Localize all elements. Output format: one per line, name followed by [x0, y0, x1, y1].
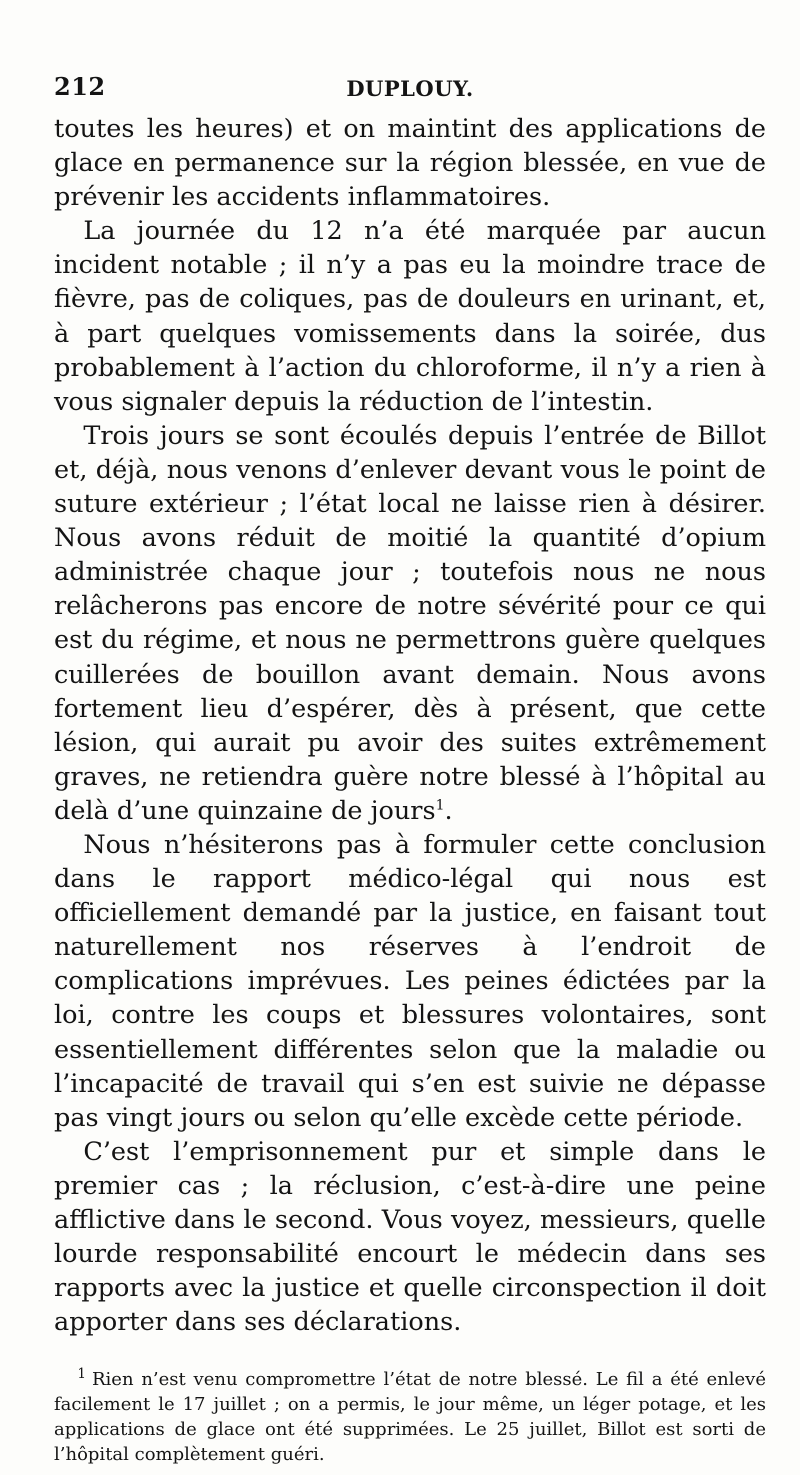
footnote-reference: 1 [435, 797, 445, 814]
page-header [54, 72, 766, 112]
paragraph-3: Trois jours se sont écoulés depuis l’entrée de Billot et, déjà, nous venons d’enlever devant vous le point de suture extérieur ; l’état local ne laisse rien à désirer. Nous avons réduit de moitié la quantité d’opium administrée chaque jour ; toutefois nous ne nous relâcherons pas encore de notre sévérité pour ce qui est du régime, et nous ne permettrons guère quelques cuillerées de bouillon avant demain. Nous avons fortement lieu d’espérer, dès à présent, que cette lésion, qui aurait pu avoir des suites extrêmement graves, ne retiendra guère notre blessé à l’hôpital au delà d’une quinzaine de jours$^1$. [54, 420, 766, 826]
paragraph-1: toutes les heures) et on maintint des applications de glace en permanence sur la région blessée, en vue de prévenir les accidents inflammatoires. [54, 114, 766, 213]
body-text [54, 112, 766, 1339]
paragraph-2: La journée du 12 n’a été marquée par aucun incident notable ; il n’y a pas eu la moindre trace de fièvre, pas de coliques, pas de douleurs en urinant, et, à part quelques vomissements dans la soirée, dus probablement à l’action du chloroforme, il n’y a rien à vous signaler depuis la réduction de l’intestin. [54, 216, 766, 417]
footnote [54, 1367, 766, 1467]
running-head: DUPLOUY. [346, 76, 474, 101]
paragraph-5: C’est l’emprisonnement pur et simple dans le premier cas ; la réclusion, c’est-à-dire une peine afflictive dans le second. Vous voyez, messieurs, quelle lourde responsabilité encourt le médecin dans ses rapports avec la justice et quelle circonspection il doit apporter dans ses déclarations. [54, 1136, 766, 1338]
footnote-text: Rien n’est venu compromettre l’état de notre blessé. Le fil a été enlevé facilement le 17 juillet ; on a permis, le jour même, un léger potage, et les applications de glace ont été supprimées. Le 25 juillet, Billot est sorti de l’hôpital complètement guéri. [54, 1369, 766, 1466]
footnote-marker: 1 [77, 1366, 86, 1383]
page-number: 212 [54, 72, 106, 101]
paragraph-3-text: Trois jours se sont écoulés depuis l’entrée de Billot et, déjà, nous venons d’enlever devant vous le point de suture extérieur ; l’état local ne laisse rien à désirer. Nous avons réduit de moitié la quantité d’opium administrée chaque jour ; toutefois nous ne nous relâcherons pas encore de notre sévérité pour ce qui est du régime, et nous ne permettrons guère quelques cuillerées de bouillon avant demain. Nous avons fortement lieu d’espérer, dès à présent, que cette lésion, qui aurait pu avoir des suites extrêmement graves, ne retiendra guère notre blessé à l’hôpital au delà d’une quinzaine de jours [54, 420, 766, 826]
paragraph-4: Nous n’hésiterons pas à formuler cette conclusion dans le rapport médico-légal qui nous est officiellement demandé par la justice, en faisant tout naturellement nos réserves à l’endroit de complications imprévues. Les peines édictées par la loi, contre les coups et blessures volontaires, sont essentiellement différentes selon que la maladie ou l’incapacité de travail qui s’en est suivie ne dépasse pas vingt jours ou selon qu’elle excède cette période. [54, 829, 766, 1133]
document-page [54, 72, 766, 1467]
